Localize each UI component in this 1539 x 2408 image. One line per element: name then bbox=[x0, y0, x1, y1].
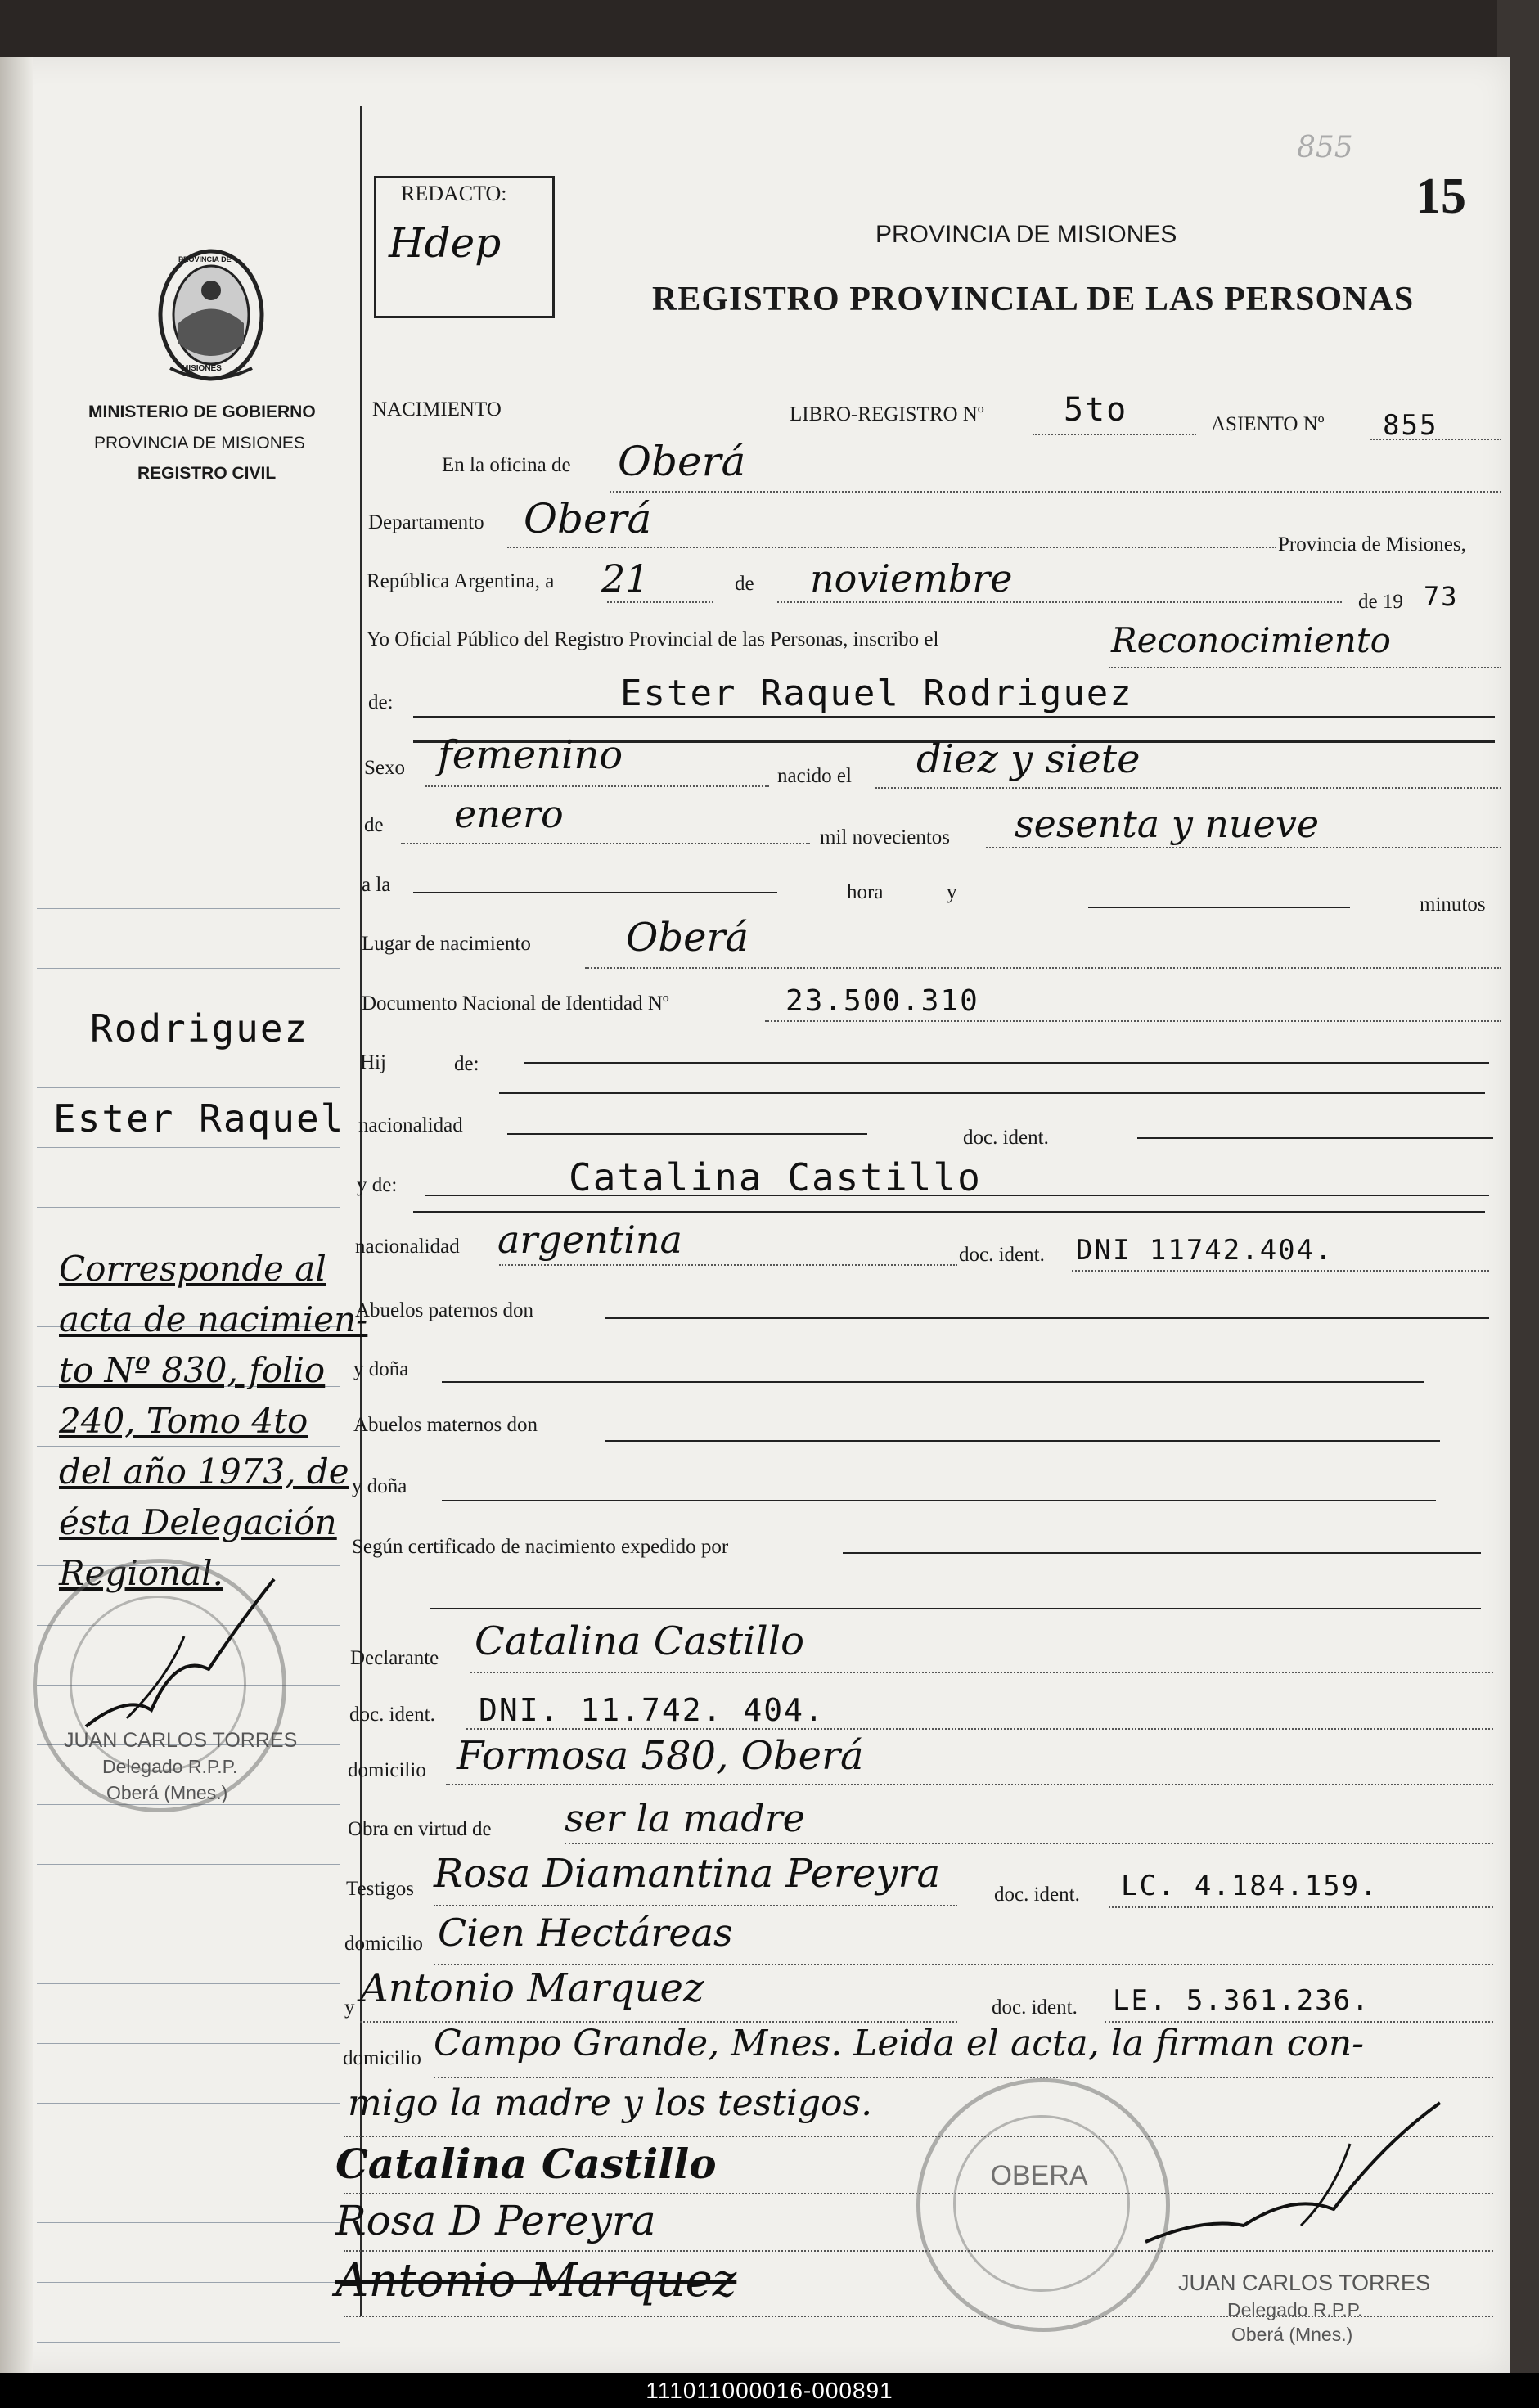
signature-declarante: Catalina Castillo bbox=[335, 2140, 717, 2188]
domicilio3-label: domicilio bbox=[343, 2047, 421, 2069]
nacionalidad2-value: argentina bbox=[497, 1218, 682, 1262]
margin-note-line: ésta Delegación bbox=[59, 1502, 337, 1542]
ydona2-label: y doña bbox=[352, 1475, 407, 1497]
margin-note-line: Regional. bbox=[59, 1553, 223, 1593]
madre-value: Catalina Castillo bbox=[569, 1155, 982, 1199]
nacionalidad2-label: nacionalidad bbox=[355, 1236, 460, 1258]
testigos-label: Testigos bbox=[346, 1878, 414, 1900]
dni-label: Documento Nacional de Identidad Nº bbox=[362, 992, 669, 1015]
left-official-name: JUAN CARLOS TORRES bbox=[64, 1729, 298, 1752]
dni-value: 23.500.310 bbox=[785, 984, 979, 1018]
margin-note-line: del año 1973, de bbox=[59, 1452, 349, 1492]
sexo-value: femenino bbox=[438, 732, 623, 778]
page-number: 15 bbox=[1415, 169, 1466, 224]
oficina-label: En la oficina de bbox=[442, 454, 571, 476]
hora-label: hora bbox=[847, 881, 884, 903]
nombre-value: Ester Raquel Rodriguez bbox=[620, 673, 1133, 714]
minutos-label: minutos bbox=[1420, 893, 1486, 916]
doc-ident2-value: DNI 11742.404. bbox=[1076, 1234, 1334, 1267]
nacido-label: nacido el bbox=[777, 765, 852, 787]
ruled-line bbox=[37, 2282, 340, 2283]
doc-ident5-label: doc. ident. bbox=[992, 1996, 1078, 2019]
right-official-name: JUAN CARLOS TORRES bbox=[1178, 2271, 1431, 2295]
oficina-value: Oberá bbox=[618, 438, 746, 485]
ministry-label: MINISTERIO DE GOBIERNO bbox=[88, 403, 316, 421]
de2-label: de: bbox=[368, 691, 394, 713]
ruled-line bbox=[37, 1983, 340, 1984]
nacionalidad-label: nacionalidad bbox=[358, 1114, 463, 1136]
yo-label: Yo Oficial Público del Registro Provincial de las Personas, inscribo el bbox=[367, 628, 939, 650]
hij-label: Hij bbox=[360, 1051, 386, 1073]
margin-given-names: Ester Raquel bbox=[53, 1096, 345, 1141]
right-official-role: Delegado R.P.P. bbox=[1227, 2299, 1363, 2320]
ruled-line bbox=[37, 2222, 340, 2223]
inscribo-value: Reconocimiento bbox=[1111, 620, 1391, 660]
lugar-value: Oberá bbox=[626, 915, 749, 961]
asiento-value: 855 bbox=[1383, 409, 1438, 442]
doc-ident2-label: doc. ident. bbox=[959, 1244, 1045, 1266]
margin-note-line: to Nº 830, folio bbox=[59, 1350, 326, 1390]
testigo2-value: Antonio Marquez bbox=[360, 1965, 704, 2011]
lugar-label: Lugar de nacimiento bbox=[362, 933, 531, 955]
de3-label: de bbox=[364, 814, 384, 836]
domicilio3-value: Campo Grande, Mnes. Leida el acta, la firman con- bbox=[434, 2023, 1365, 2064]
emblem-top-text: PROVINCIA DE bbox=[178, 255, 232, 263]
ruled-line bbox=[37, 1087, 340, 1088]
dia-value: 21 bbox=[601, 556, 650, 601]
departamento-value: Oberá bbox=[524, 495, 652, 542]
left-official-place: Oberá (Mnes.) bbox=[106, 1782, 228, 1803]
doc-ident4-label: doc. ident. bbox=[994, 1884, 1080, 1906]
left-official-role: Delegado R.P.P. bbox=[102, 1756, 238, 1777]
ruled-line bbox=[37, 2043, 340, 2044]
province-title: PROVINCIA DE MISIONES bbox=[875, 221, 1177, 248]
sexo-label: Sexo bbox=[364, 757, 405, 779]
de-label: de bbox=[735, 573, 754, 595]
mes-value: noviembre bbox=[810, 556, 1013, 601]
margin-surname: Rodriguez bbox=[90, 1006, 309, 1051]
pencil-number: 855 bbox=[1297, 131, 1353, 164]
ruled-line bbox=[37, 1864, 340, 1865]
abuelos-mat-label: Abuelos maternos don bbox=[353, 1414, 538, 1436]
signature-testigo1: Rosa D Pereyra bbox=[335, 2197, 656, 2244]
republica-label: República Argentina, a bbox=[367, 570, 555, 592]
province-label: PROVINCIA DE MISIONES bbox=[94, 434, 305, 452]
footer-barcode bbox=[0, 2373, 1539, 2408]
ruled-line bbox=[37, 2342, 340, 2343]
margin-note-line: acta de nacimien- bbox=[59, 1299, 368, 1339]
domicilio2-label: domicilio bbox=[344, 1933, 423, 1955]
barcode-text: 111011000016-000891 bbox=[646, 2377, 893, 2403]
anio-nac-value: sesenta y nueve bbox=[1015, 802, 1320, 846]
signature-right bbox=[1137, 2095, 1448, 2275]
emblem-bottom-text: MISIONES bbox=[182, 364, 222, 373]
registry-title: REGISTRO PROVINCIAL DE LAS PERSONAS bbox=[652, 281, 1415, 318]
y-label: y bbox=[947, 881, 957, 903]
obra-label: Obra en virtud de bbox=[348, 1818, 492, 1840]
libro-value: 5to bbox=[1064, 391, 1128, 429]
book-spine bbox=[0, 57, 33, 2373]
declarante-label: Declarante bbox=[350, 1647, 439, 1669]
segun-label: Según certificado de nacimiento expedido por bbox=[352, 1536, 729, 1558]
doc-ident-label: doc. ident. bbox=[963, 1127, 1049, 1149]
civil-registry-label: REGISTRO CIVIL bbox=[137, 464, 277, 483]
signature-testigo2: Antonio Marquez bbox=[335, 2254, 737, 2307]
ala-label: a la bbox=[362, 874, 391, 896]
libro-label: LIBRO-REGISTRO Nº bbox=[790, 403, 984, 425]
signature-left bbox=[78, 1571, 282, 1735]
testigo1-value: Rosa Diamantina Pereyra bbox=[434, 1851, 941, 1897]
anio-value: 73 bbox=[1424, 581, 1459, 612]
abuelos-pat-label: Abuelos paternos don bbox=[355, 1299, 534, 1321]
yde-label: y de: bbox=[357, 1174, 398, 1196]
departamento-label: Departamento bbox=[368, 511, 484, 533]
ydona-label: y doña bbox=[353, 1358, 409, 1380]
official-seal-right-inner bbox=[953, 2115, 1130, 2292]
continuation-value: migo la madre y los testigos. bbox=[348, 2082, 873, 2124]
margin-note bbox=[59, 1244, 367, 1599]
de4-label: de: bbox=[454, 1053, 479, 1075]
ruled-line bbox=[37, 2103, 340, 2104]
mes-nac-value: enero bbox=[454, 792, 564, 836]
right-official-place: Oberá (Mnes.) bbox=[1231, 2324, 1353, 2345]
redacto-label: REDACTO: bbox=[401, 182, 507, 205]
domicilio-value: Formosa 580, Oberá bbox=[457, 1733, 864, 1779]
ruled-line bbox=[37, 968, 340, 969]
nacido-value: diez y siete bbox=[916, 736, 1141, 782]
ruled-line bbox=[37, 1147, 340, 1148]
asiento-label: ASIENTO Nº bbox=[1211, 413, 1325, 435]
mil-label: mil novecientos bbox=[820, 826, 950, 848]
obra-value: ser la madre bbox=[565, 1796, 805, 1840]
domicilio2-value: Cien Hectáreas bbox=[438, 1911, 733, 1955]
doc-ident3-label: doc. ident. bbox=[349, 1704, 435, 1726]
ruled-line bbox=[37, 908, 340, 909]
domicilio-label: domicilio bbox=[348, 1759, 426, 1781]
y2-label: y bbox=[344, 1996, 355, 2019]
declarante-value: Catalina Castillo bbox=[475, 1618, 804, 1664]
doc-ident5-value: LE. 5.361.236. bbox=[1113, 1984, 1370, 2017]
ruled-line bbox=[37, 1207, 340, 1208]
doc-ident4-value: LC. 4.184.159. bbox=[1121, 1870, 1379, 1902]
de-anio-label: de 19 bbox=[1358, 591, 1403, 613]
stamp-text: OBERA bbox=[990, 2160, 1088, 2191]
margin-note-line: Corresponde al bbox=[59, 1249, 326, 1289]
provincia-label: Provincia de Misiones, bbox=[1278, 533, 1466, 556]
redacto-value: Hdep bbox=[389, 219, 502, 267]
nacimiento-label: NACIMIENTO bbox=[372, 398, 502, 421]
doc-ident3-value: DNI. 11.742. 404. bbox=[479, 1692, 825, 1728]
margin-note-line: 240, Tomo 4to bbox=[59, 1401, 308, 1441]
